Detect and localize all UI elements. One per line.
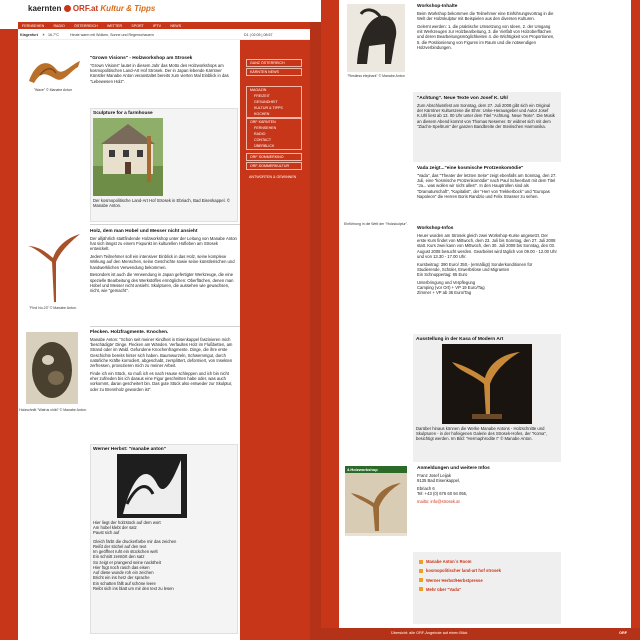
sidebar-item[interactable]: ORF SOMMERKINO — [246, 153, 302, 161]
logo-brand: kaernten — [28, 4, 62, 13]
sidebar-group-sommer — [246, 152, 302, 171]
paragraph: Heuer wurden am Strosek gleich zwei Workshop-Kurse angesetzt. Der erste Kurs findet von Mittwoch, dem 23. Juli bis Sonntag, den 27. Juli 2008 statt. Kurs zwei kann von Mittwoch, den 30. Juli 2008 bis Sonntag, den 03. August 2008 besucht werden. Gearbeitet wird täglich von 09.00 - 12.00 Uhr und von 13.30 - 17.00 Uhr. — [417, 232, 557, 259]
restless-elephant-image — [347, 4, 405, 72]
site-footer — [321, 628, 640, 640]
weather-text: Heute warm mit Wolken, Sonne und Regenschauern — [70, 33, 154, 37]
paragraph: Besonders ist auch die Verwendung in Japan gefertigter Werkzeuge, die eine spezielle Bearbeitung des Werkstoffes ermöglichen: Oberflächen, denen man Hobel und Messer nicht ansieht. Skulpturen, die aussehen wie gewachsen, nicht, wie "gemacht". — [90, 272, 234, 294]
nav-item[interactable]: FERNSEHEN — [22, 23, 45, 28]
link-label: Manabe Anton´s Room — [426, 559, 472, 564]
right-content-area — [339, 0, 631, 628]
sidebar-item[interactable]: MAGAZIN — [250, 87, 267, 92]
paragraph: Jedem Teilnehmer soll ein intensiver Einblick in das Holz, seine komplexe Wirkung auf den Menschen, seine Geschichte sowie seine künstlerischen und handwerklichen Verwendung bekommen. — [90, 254, 235, 270]
walrus-child-woodcut-image — [26, 332, 78, 404]
sidebar-item[interactable]: GESUNDHEIT — [254, 99, 278, 104]
link-label: Mehr über "Vada" — [426, 586, 462, 592]
section-title: Anmeldungen und weitere Infos — [417, 466, 490, 471]
sidebar-item[interactable]: GANZ ÖSTERREICH — [246, 59, 302, 67]
location-label: Klagenfurt — [20, 33, 38, 37]
sidebar-item[interactable]: FERNSEHEN — [254, 125, 277, 130]
nav-item[interactable]: RADIO — [53, 23, 65, 28]
arrow-icon — [419, 569, 423, 573]
info-bar — [18, 30, 310, 40]
image-caption: "Restless elephant" © Manabe Anton — [347, 74, 405, 78]
poem-title: Werner Herbst: "manabe anton" — [93, 447, 166, 452]
sidebar-group-magazin — [246, 86, 302, 118]
sidebar-item[interactable]: ANTWORTEN & GEWINNEN — [249, 174, 297, 179]
sidebar-item[interactable]: CONTACT — [254, 138, 272, 143]
footer-orf-logo[interactable]: ORF — [619, 631, 628, 635]
site-header — [18, 0, 321, 22]
related-link[interactable] — [419, 568, 555, 573]
link-label: Werner Herbst/Herbstpresse — [426, 577, 483, 583]
address: Franz Josef Leijak 9135 Bad Eisenkappel, — [417, 472, 461, 484]
sidebar-group-orf — [246, 118, 302, 150]
sidebar-item[interactable]: KULTUR & TIPPS — [254, 106, 283, 111]
sidebar-item[interactable]: KÄRNTEN NEWS — [246, 68, 302, 76]
paragraph: Kursbeitrag: 390 Euro/ 350,- (ermäßigt) Sonderkonditionen für Studierende, Schüler, Erwerbslose und Migranten Ein Schnuppertag: 85 Euro — [417, 261, 533, 278]
sidebar-item[interactable]: KOCHEN — [254, 112, 270, 117]
workshop-contents — [417, 4, 557, 53]
farm-card — [90, 108, 238, 222]
sidebar-item[interactable]: ORF-SOMMERKULTUR — [246, 162, 302, 170]
paragraph: Finde ich ein Stück, so muß ich es nach Hause schleppen und ich bin nicht eher zufrieden bis ich daraus eine Figur geschnitten habe oder, was auch vorkommt, daran gescheitert bin. Das gute Stück also entweder zur Skulptur, oder zu Brennholz geworden ist". — [90, 370, 233, 392]
related-link[interactable] — [419, 587, 555, 592]
section-title: "Achtung". Neue Texte von Josef K. Uhl — [417, 96, 508, 101]
vada-section — [417, 166, 557, 202]
poster-image — [345, 473, 407, 533]
nav-item[interactable]: NEWS — [170, 23, 182, 28]
poem-card — [90, 444, 238, 634]
logo-subtitle: Kultur & Tipps — [100, 4, 156, 13]
nav-item[interactable]: SPORT — [131, 23, 144, 28]
paragraph: Der alljährlich stattfindende Holzworkshop unter der Leitung von Manabe Anton hat sich längst zu einem Fixpunkt im kulturellen Hofleben am Strosek entwickelt. — [90, 235, 237, 252]
section-title: Holz, dem man Hobel und Messer nicht ansieht — [90, 229, 198, 234]
card-title: Sculpture for a farmhouse — [93, 111, 153, 116]
divider — [90, 224, 240, 225]
logo-orf: ORF.at — [72, 4, 99, 13]
paragraph: Unterbringung und Verpflegung Camping (vor Ort) + VP 19 Euro/Tag Zimmer + VP ab 36 Euro/Tag — [417, 279, 485, 296]
nav-item[interactable]: ÖSTERREICH — [74, 23, 98, 28]
related-links — [413, 552, 561, 624]
image-caption: Einführung in die Welt der "Holzskulptur". — [344, 222, 408, 226]
hermaphrodite-sculpture-photo — [442, 344, 532, 424]
arrow-icon — [419, 578, 423, 582]
paragraph: Beim Workshop bekommen die Teilnehmer eine Einführungsvortrag in die Welt der Holzskulptur mit Beispielen aus den diversen Kulturen. — [417, 10, 554, 22]
achtung-box — [413, 92, 561, 162]
exhibition-caption: Darüber hinaus können die Werke Manabe Antons - Holzschnitte und Skulpturen - in der hofeigenen Galerie des Strosek-Hofes, der "Koma", besichtigt werden. Im Bild: "Hermaphrodite I" © Manabe Anton. — [416, 425, 547, 442]
section-title: Flecken. Holzfragmente. Knochen. — [90, 330, 169, 335]
farm-caption: Der kosmopolitische Land-Art Hof Strosek in Ebriach, Bad Eisenkappel. © Manabe Anton. — [93, 197, 230, 209]
mail-link[interactable]: mailto: info@strosek.at — [417, 498, 460, 504]
article-title: "Grown Visions" - Holzworkshop am Strosek — [90, 56, 193, 61]
wave-sculpture-image — [26, 55, 84, 87]
image-caption: Holzschnitt "Walrus child" © Manabe Anton. — [19, 408, 87, 412]
link-label: kosmopolitischer land-art hof strosek — [426, 568, 501, 574]
nav-item[interactable]: WETTER — [106, 23, 123, 28]
paragraph: "Vada", das "Theater der letzten Seite" zeigt ebenfalls am Sonntag, den 27. Juli, eine "kosmische Protzenkomödie" nach Paul Scheerbart mit dem Titel "Ja... was wollen wir nicht alles!". In den Hauptrollen sind als "Dramaturschaft", "Kapitalist", der "Herr von Trekkerbock" und "Europas Napoleon" die Herren Boris Randzio und Felix Strasser zu sehen. — [417, 172, 557, 199]
image-caption: "Wave" © Manabe Anton — [33, 88, 73, 92]
left-red-column — [0, 29, 18, 640]
paragraph: Zum Abschlussfest am Sonntag, dem 27. Juli 2008 gibt sich ein Original der Kärntner Kulturszene die Ehre: Unke-Herausgeber und Autor Josef K.Uhl liest ab 13. 00 Uhr unter dem Titel "Achtung. Neue Texte". Die Musik an diesem Abend kommt von Thomas Nesemer. Er widmet sich mit dem "Ziachn-Speltrum" der ganzen Bandbreite der Steirischen Harmonika. — [417, 102, 555, 129]
sidebar-bottom — [246, 174, 302, 180]
right-page — [321, 0, 640, 640]
contact: Ebriach 6 Tel: +43 (0) 676 60 94 055, — [417, 485, 468, 497]
sidebar-item[interactable]: ORF KÄRNTEN — [250, 119, 276, 124]
find-no23-sculpture-image — [26, 232, 82, 304]
workshop-infos — [417, 226, 557, 298]
temperature: 16.7°C — [48, 33, 60, 37]
divider — [90, 326, 240, 327]
sidebar-top — [246, 58, 302, 77]
article-section-2 — [90, 229, 238, 296]
arrow-icon — [419, 587, 423, 591]
top-nav — [18, 22, 310, 29]
right-red-strip — [310, 22, 321, 640]
section-title: Ausstellung in der Kasa of Modern Art — [416, 337, 504, 342]
exhibition-box — [413, 334, 561, 462]
related-link[interactable] — [419, 578, 555, 583]
sidebar-item[interactable]: FREIZEIT — [254, 93, 270, 98]
poem-stanza: Gleich färbt die druckerfarbe mir das zeichen Reißt der stichel auf den text Im geöffnet ruht ein stückchen welt Ein schnitt zerstört den satz So zeigt er prangend seine nacktheit Hier fügt noch rasch das eisen Auf diese wunde roh ein zeichen Bricht ein ins herz der sprache Ein schatten fällt auf schöne leere Reibt sich ins blatt um mir den text zu lesen — [93, 538, 177, 591]
clock-readout: D1 | 02:05 | 08:57 — [244, 33, 273, 37]
sidebar-item[interactable]: RADIO — [254, 131, 266, 136]
arrow-icon — [419, 560, 423, 564]
nav-item[interactable]: IPTV — [153, 23, 162, 28]
related-link[interactable] — [419, 559, 555, 564]
orf-eye-icon — [64, 5, 71, 12]
registration-info — [417, 466, 557, 507]
paragraph: Gelernt werden: 1. die praktische Umsetzung von Ideen, 2. der Umgang mit Werkzeugen zur Holzbearbeitung, 3. die Vielfalt von Holzoberflächen und deren Bearbeitungsmöglichkeiten 4. die Wichtigkeit von Proportionen, 5. die Positionierung von Figuren im Raum und die notwendigen Holzverbindungen. — [417, 23, 555, 50]
sidebar-item[interactable]: ÜBERBLICK — [254, 144, 275, 149]
article-intro — [90, 56, 238, 86]
section-title: Workshop-Inhalte — [417, 4, 458, 9]
paragraph: Manabe Anton: "Schon seit meiner Kindheit in Eisenkappel faszinieren mich 'beschädigte' Dinge. Flecken am Wänden. Verfaultes Holz im Flußbetten, am Strand oder im Wald. Gefundene Knochenfragmente. Dinge, die ihre erste Geschichte bereits hinter sich haben. Baumwurzeln, Schwemmgut, durch natürliche Kräfte korrodiert, abgeschabt, zersplittert, deformiert, von Insekten zerfressen, provozieren mich zu meiner Arbeit. — [90, 336, 233, 369]
poem-woodcut-image — [117, 454, 187, 518]
poem-stanza: Hier liegt der holzstock auf dem wort Am hobel klebt der satz Paust sich auf — [93, 519, 161, 536]
article-section-3 — [90, 330, 238, 394]
site-logo[interactable] — [28, 4, 155, 14]
image-caption: "Find No.23" © Manabe Anton. — [29, 306, 77, 310]
workshop-poster — [345, 466, 407, 536]
footer-overview-link[interactable]: Übersicht: alle ORF-Angebote auf einen Blick — [391, 631, 468, 635]
poster-label: 4.Holzworkshop — [345, 466, 407, 473]
section-title: Vada zeigt..."eine kosmische Protzenkomödie" — [417, 166, 524, 171]
paragraph: "Grown Visions" lautet in diesem Jahr das Motto des Holzworkshops am kosmopolitischen Land-Art Hof Strosek. Der in Japan lebende Kärntner Künstler Manabe Anton veranstaltet bereits zum vierten Mal Einblick in das "Lebewesen Holz". — [90, 62, 229, 84]
sun-icon: ☀ — [42, 33, 46, 37]
section-title: Workshop-Infos — [417, 226, 454, 231]
farmhouse-photo — [93, 118, 163, 196]
